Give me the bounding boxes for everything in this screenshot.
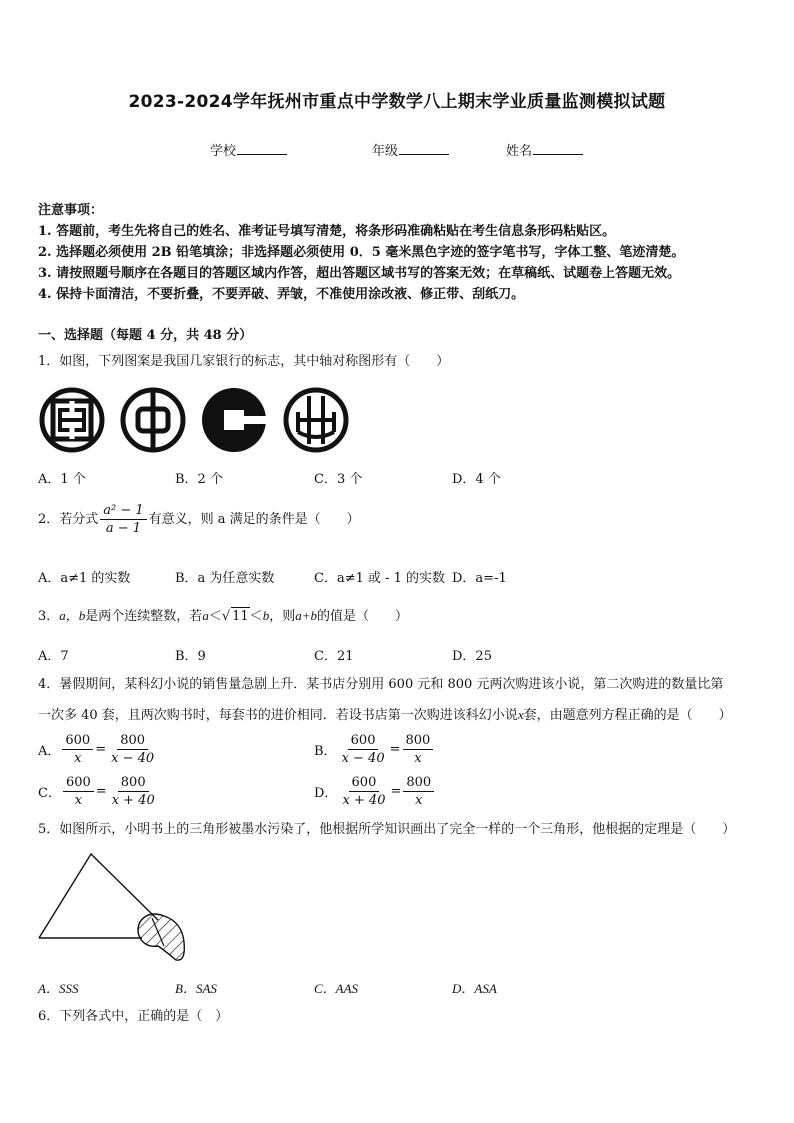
note-item: 1. 答题前，考生先将自己的姓名、准考证号填写清楚，将条形码准确粘贴在考生信息条形码粘贴区。: [38, 224, 616, 239]
q1-option-b[interactable]: B．2 个: [175, 472, 223, 487]
notes-heading: 注意事项：: [38, 203, 104, 218]
q4-d-frac2: [403, 775, 434, 808]
q4-b-frac2: [403, 733, 434, 766]
q2-option-c[interactable]: C．a≠1 或 - 1 的实数: [314, 571, 446, 586]
q3-b: b: [262, 608, 270, 623]
ccb-logo: [202, 388, 274, 452]
name-blank[interactable]: [533, 142, 583, 155]
q4-a-d2: x − 40: [111, 751, 155, 766]
q5-option-b[interactable]: B．SAS: [175, 981, 217, 996]
school-blank[interactable]: [237, 142, 287, 155]
q4-a-d1: x: [74, 751, 82, 766]
q3-option-d[interactable]: D．25: [452, 649, 492, 664]
q4-option-d[interactable]: [314, 775, 436, 808]
q2-prefix: 2．若分式: [38, 512, 99, 527]
q3-prefix: 3．: [38, 609, 60, 624]
q3-option-b[interactable]: B．9: [175, 649, 206, 664]
q3-option-a[interactable]: A．7: [38, 649, 69, 664]
q4-d-d2: x: [415, 793, 423, 808]
q5-option-c[interactable]: C．AAS: [314, 981, 359, 996]
q4-d-n2: 800: [403, 775, 434, 792]
q3-radicand: 11: [232, 609, 249, 624]
q5-figure: [36, 850, 196, 966]
boc-logo: [123, 390, 183, 450]
q4-option-c[interactable]: [38, 775, 160, 808]
q4-b-frac1: [339, 733, 388, 766]
note-item: 4. 保持卡面清洁，不要折叠，不要弄破、弄皱，不准使用涂改液、修正带、刮纸刀。: [38, 287, 525, 302]
bank-logos-svg: [38, 387, 358, 453]
q1-option-c[interactable]: C．3 个: [314, 472, 363, 487]
q4-d-frac1: [339, 775, 388, 808]
school-field[interactable]: [210, 140, 287, 159]
q4-c-d2: x + 40: [111, 793, 155, 808]
q4-b-d2: x: [414, 751, 422, 766]
bank-logos: [38, 387, 358, 453]
note-item: 3. 请按照题号顺序在各题目的答题区域内作答，超出答题区域书写的答案无效；在草稿纸、试题卷上答题无效。: [38, 266, 681, 281]
name-label: 姓名: [506, 144, 533, 159]
q5-stem: 5．如图所示，小明书上的三角形被墨水污染了，他根据所学知识画出了完全一样的一个三角形，他根据的定理是（ ）: [38, 822, 736, 837]
q3-mid: 是两个连续整数，若: [85, 609, 203, 624]
icbc-logo: [42, 390, 102, 450]
q4-b-n2: 800: [403, 733, 434, 750]
q2-suffix: 有意义，则 a 满足的条件是（ ）: [148, 512, 360, 527]
q4-c-n2: 800: [118, 775, 149, 792]
q3-sum: a+b: [295, 608, 317, 623]
q2-option-a[interactable]: A．a≠1 的实数: [38, 571, 131, 586]
q1-option-d[interactable]: D．4 个: [452, 472, 501, 487]
q4-b-d1: x − 40: [341, 751, 385, 766]
q3-lt1: ＜: [208, 609, 222, 624]
abc-logo: [286, 390, 346, 450]
q4-b-eq: =: [389, 742, 401, 757]
q4-line2: [38, 706, 732, 725]
q4-c-frac1: [63, 775, 94, 808]
q6-stem: 6．下列各式中，正确的是（ ）: [38, 1009, 229, 1024]
q3-option-c[interactable]: C．21: [314, 649, 354, 664]
ink-blot: [138, 914, 184, 960]
q2-fraction: [100, 503, 146, 536]
q4-d-label: D．: [314, 786, 338, 801]
q4-var-x: x: [517, 707, 524, 722]
q4-a-frac2: [108, 733, 157, 766]
q4-c-d1: x: [74, 793, 83, 808]
q2-stem: [38, 503, 360, 536]
grade-blank[interactable]: [399, 142, 449, 155]
q4-c-eq: =: [95, 784, 107, 799]
q3-lt2: ＜: [249, 609, 263, 624]
grade-label: 年级: [372, 144, 399, 159]
q4-a-n2: 800: [117, 733, 148, 750]
q2-option-b[interactable]: B．a 为任意实数: [175, 571, 275, 586]
q4-line2-a: 一次多 40 套，且两次购书时，每套书的进价相同．若设书店第一次购进该科幻小说: [38, 708, 518, 723]
q3-vars: a，b: [59, 608, 86, 623]
q1-stem: 1．如图，下列图案是我国几家银行的标志，其中轴对称图形有（ ）: [38, 354, 450, 369]
q4-b-n1: 600: [348, 733, 379, 750]
q4-d-n1: 600: [349, 775, 380, 792]
q4-line2-b: 套，由题意列方程正确的是（ ）: [523, 708, 732, 723]
school-label: 学校: [210, 144, 237, 159]
q4-b-label: B．: [314, 744, 337, 759]
q4-d-d1: x + 40: [342, 793, 386, 808]
q4-a-n1: 600: [62, 733, 93, 750]
q3-stem: [38, 607, 408, 626]
q4-a-label: A．: [38, 744, 61, 759]
q5-option-d[interactable]: D．ASA: [452, 981, 497, 996]
name-field[interactable]: [506, 140, 583, 159]
q4-a-frac1: [62, 733, 93, 766]
q4-d-eq: =: [390, 784, 402, 799]
q4-a-eq: =: [95, 742, 107, 757]
q3-a: a: [202, 608, 209, 623]
q3-root-sign: √: [221, 609, 231, 624]
q3-comma: ，则: [269, 609, 296, 624]
q5-option-a[interactable]: A．SSS: [38, 981, 79, 996]
q4-c-label: C．: [38, 786, 61, 801]
q4-line1: 4．暑假期间，某科幻小说的销售量急剧上升．某书店分别用 600 元和 800 元两次购进该小说，第二次购进的数量比第: [38, 677, 724, 692]
note-item: 2. 选择题必须使用 2B 铅笔填涂；非选择题必须使用 0．5 毫米黑色字迹的签字笔书写，字体工整、笔迹清楚。: [38, 245, 685, 260]
q4-c-n1: 600: [63, 775, 94, 792]
q4-c-frac2: [109, 775, 158, 808]
page-title: 2023-2024学年抚州市重点中学数学八上期末学业质量监测模拟试题: [128, 92, 666, 112]
q2-numerator: a² − 1: [100, 503, 146, 520]
q4-option-b[interactable]: [314, 733, 435, 766]
q2-denominator: a − 1: [105, 521, 142, 536]
q3-suffix: 的值是（ ）: [316, 609, 408, 624]
section-heading: 一、选择题（每题 4 分，共 48 分）: [38, 328, 253, 343]
q2-option-d[interactable]: D．a=-1: [452, 571, 507, 586]
q5-triangle-svg: [36, 850, 196, 966]
grade-field[interactable]: [372, 140, 449, 159]
q4-option-a[interactable]: [38, 733, 159, 766]
q1-option-a[interactable]: A．1 个: [38, 472, 86, 487]
